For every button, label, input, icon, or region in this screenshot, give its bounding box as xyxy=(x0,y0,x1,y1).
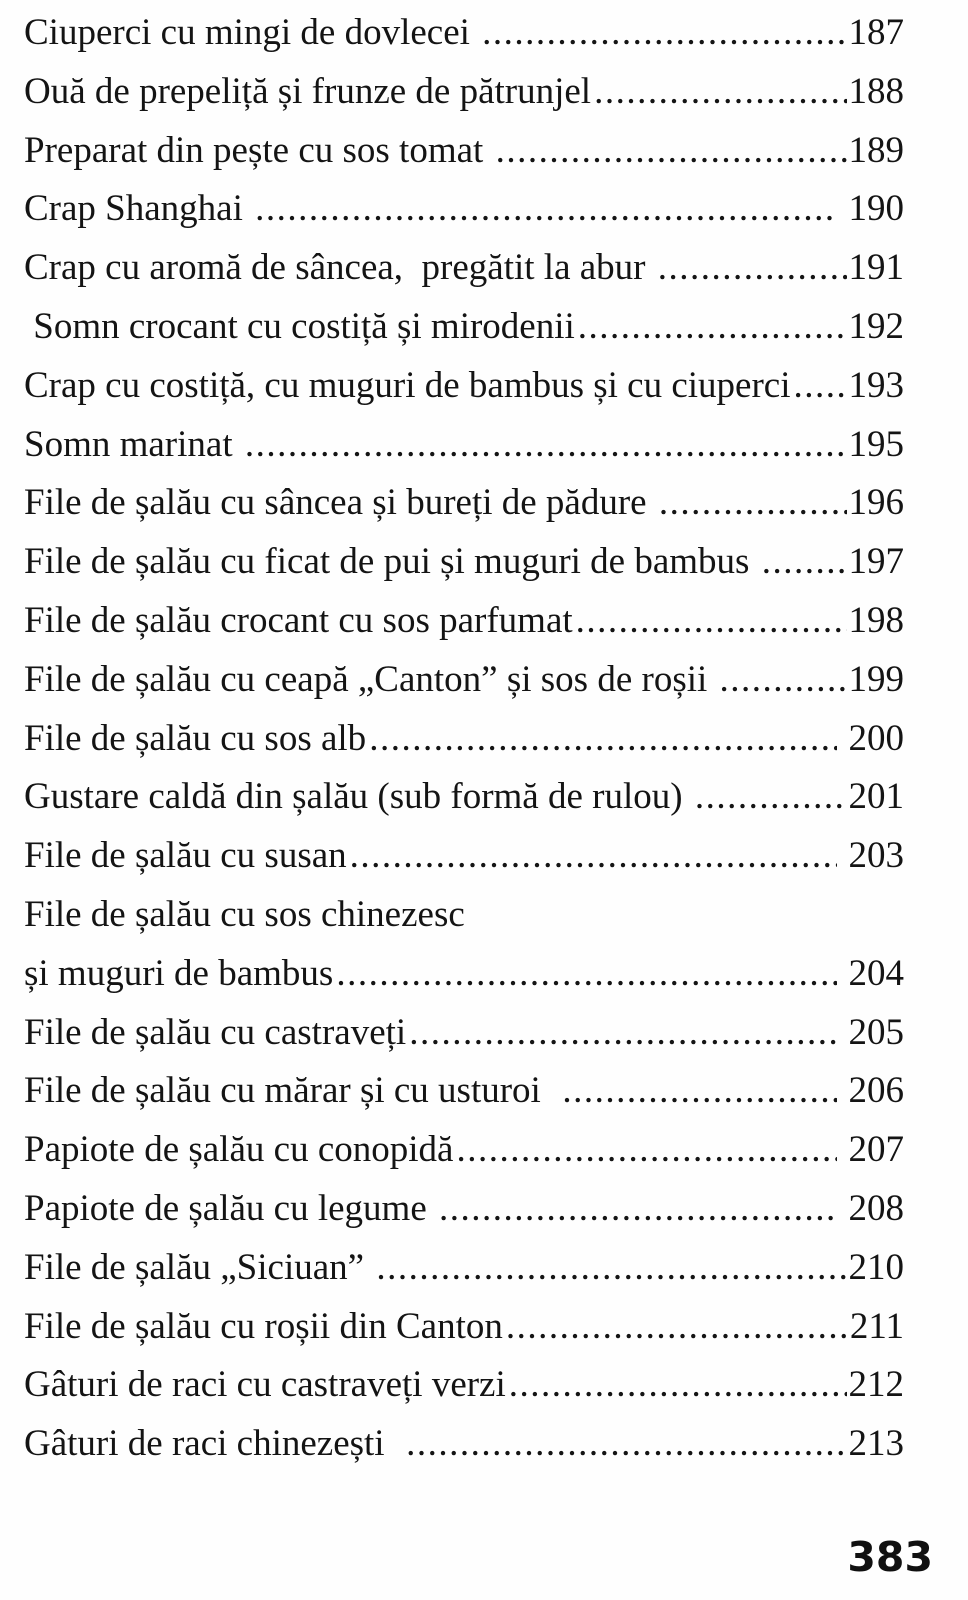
dot-leader xyxy=(439,1180,837,1239)
toc-entry-title: File de șalău cu sâncea și bureți de pădure xyxy=(24,482,656,524)
toc-entry-page-number: 190 xyxy=(839,188,904,230)
toc-entry-page-number: 191 xyxy=(848,247,904,289)
toc-entry xyxy=(24,239,904,298)
page-number: 383 xyxy=(847,1533,933,1581)
toc-entry-page-number: 200 xyxy=(839,717,904,759)
toc-entry xyxy=(24,945,904,1004)
dot-leader xyxy=(336,945,837,1004)
dot-leader xyxy=(594,63,846,122)
toc-entry xyxy=(24,1180,904,1239)
toc-entry xyxy=(24,592,904,651)
toc-entry-page-number: 187 xyxy=(848,12,904,53)
dot-leader xyxy=(406,1415,846,1474)
toc-entry-page-number: 203 xyxy=(839,835,904,877)
toc-entry-title: Crap Shanghai xyxy=(24,188,253,230)
toc-entry xyxy=(24,4,904,63)
toc-entry-title: Gustare caldă din șalău (sub formă de rulou) xyxy=(24,776,692,818)
toc-entry-title: File de șalău crocant cu sos parfumat xyxy=(24,599,573,641)
toc-entry-title: Crap cu costiță, cu muguri de bambus și cu ciuperci xyxy=(24,364,791,406)
toc-entry-title: Papiote de șalău cu legume xyxy=(24,1187,437,1229)
dot-leader xyxy=(509,1356,847,1415)
toc-entry-title: Ciuperci cu mingi de dovlecei xyxy=(24,12,480,53)
toc-entry-title: și muguri de bambus xyxy=(24,952,334,994)
toc-entry xyxy=(24,357,904,416)
toc-entry-page-number: 210 xyxy=(848,1246,904,1288)
toc-entry xyxy=(24,651,904,710)
toc-entry-page-number: 206 xyxy=(839,1070,904,1112)
toc-entry-title: File de șalău cu susan xyxy=(24,835,347,877)
toc-entry-page-number: 204 xyxy=(839,952,904,994)
toc-entry-page-number: 198 xyxy=(848,599,904,641)
toc-entry-page-number: 188 xyxy=(848,70,904,112)
dot-leader xyxy=(762,533,847,592)
toc-entry-title: Somn crocant cu costiță și mirodenii xyxy=(24,305,575,347)
toc-entry-title: Somn marinat xyxy=(24,423,242,465)
toc-entry xyxy=(24,180,904,239)
toc-entry xyxy=(24,1298,904,1357)
toc-entry xyxy=(24,298,904,357)
dot-leader xyxy=(562,1062,837,1121)
toc-entry-title: File de șalău „Siciuan” xyxy=(24,1246,374,1288)
dot-leader xyxy=(350,827,838,886)
dot-leader xyxy=(578,298,847,357)
toc-entry-page-number: 211 xyxy=(849,1305,904,1347)
dot-leader xyxy=(695,768,847,827)
toc-entry-title: File de șalău cu castraveți xyxy=(24,1011,407,1053)
toc-entry-page-number: 192 xyxy=(848,305,904,347)
toc-entry-title: Gâturi de raci chinezești xyxy=(24,1423,404,1465)
toc-entry-title: File de șalău cu sos alb xyxy=(24,717,367,759)
toc-entry-title: File de șalău cu ceapă „Canton” și sos de roșii xyxy=(24,658,717,700)
toc-entry xyxy=(24,1239,904,1298)
toc-entry xyxy=(24,1004,904,1063)
toc-list xyxy=(24,4,904,1474)
toc-entry-page-number: 208 xyxy=(839,1187,904,1229)
toc-entry-page-number: 205 xyxy=(839,1011,904,1053)
dot-leader xyxy=(245,416,847,475)
dot-leader xyxy=(659,474,847,533)
dot-leader xyxy=(658,239,847,298)
dot-leader xyxy=(255,180,837,239)
toc-entry-page-number: 189 xyxy=(848,129,904,171)
toc-entry-title: File de șalău cu mărar și cu usturoi xyxy=(24,1070,560,1112)
toc-entry xyxy=(24,416,904,475)
dot-leader xyxy=(794,357,847,416)
dot-leader xyxy=(369,710,837,769)
toc-entry-page-number: 197 xyxy=(848,541,904,583)
toc-entry xyxy=(24,533,904,592)
dot-leader xyxy=(482,4,846,63)
toc-entry-page-number: 212 xyxy=(848,1364,904,1406)
toc-entry-title: File de șalău cu sos chinezesc xyxy=(24,893,465,935)
toc-entry xyxy=(24,63,904,122)
toc-entry xyxy=(24,1062,904,1121)
dot-leader xyxy=(576,592,847,651)
toc-entry-page-number: 196 xyxy=(848,482,904,524)
toc-entry-page-number: 193 xyxy=(848,364,904,406)
toc-entry-title: Gâturi de raci cu castraveți verzi xyxy=(24,1364,506,1406)
toc-entry xyxy=(24,886,904,945)
dot-leader xyxy=(376,1239,846,1298)
toc-entry xyxy=(24,827,904,886)
toc-entry-title: Crap cu aromă de sâncea, pregătit la abur xyxy=(24,247,655,289)
toc-entry-page-number: 213 xyxy=(848,1423,904,1465)
toc-entry xyxy=(24,1356,904,1415)
toc-entry-title: Papiote de șalău cu conopidă xyxy=(24,1129,454,1171)
dot-leader xyxy=(496,122,847,181)
toc-entry-page-number: 199 xyxy=(848,658,904,700)
toc-entry-title: File de șalău cu ficat de pui și muguri de bambus xyxy=(24,541,759,583)
toc-entry xyxy=(24,122,904,181)
toc-entry xyxy=(24,474,904,533)
dot-leader xyxy=(456,1121,837,1180)
toc-entry xyxy=(24,710,904,769)
toc-entry xyxy=(24,1415,904,1474)
dot-leader xyxy=(720,651,847,710)
toc-entry-page-number: 195 xyxy=(848,423,904,465)
toc-entry-title: Ouă de prepeliță și frunze de pătrunjel xyxy=(24,70,592,112)
dot-leader xyxy=(409,1004,837,1063)
toc-entry-page-number: 207 xyxy=(839,1129,904,1171)
dot-leader xyxy=(506,1298,848,1357)
toc-entry-title: Preparat din pește cu sos tomat xyxy=(24,129,493,171)
toc-entry-page-number: 201 xyxy=(848,776,904,818)
toc-entry xyxy=(24,1121,904,1180)
toc-entry xyxy=(24,768,904,827)
toc-entry-title: File de șalău cu roșii din Canton xyxy=(24,1305,503,1347)
